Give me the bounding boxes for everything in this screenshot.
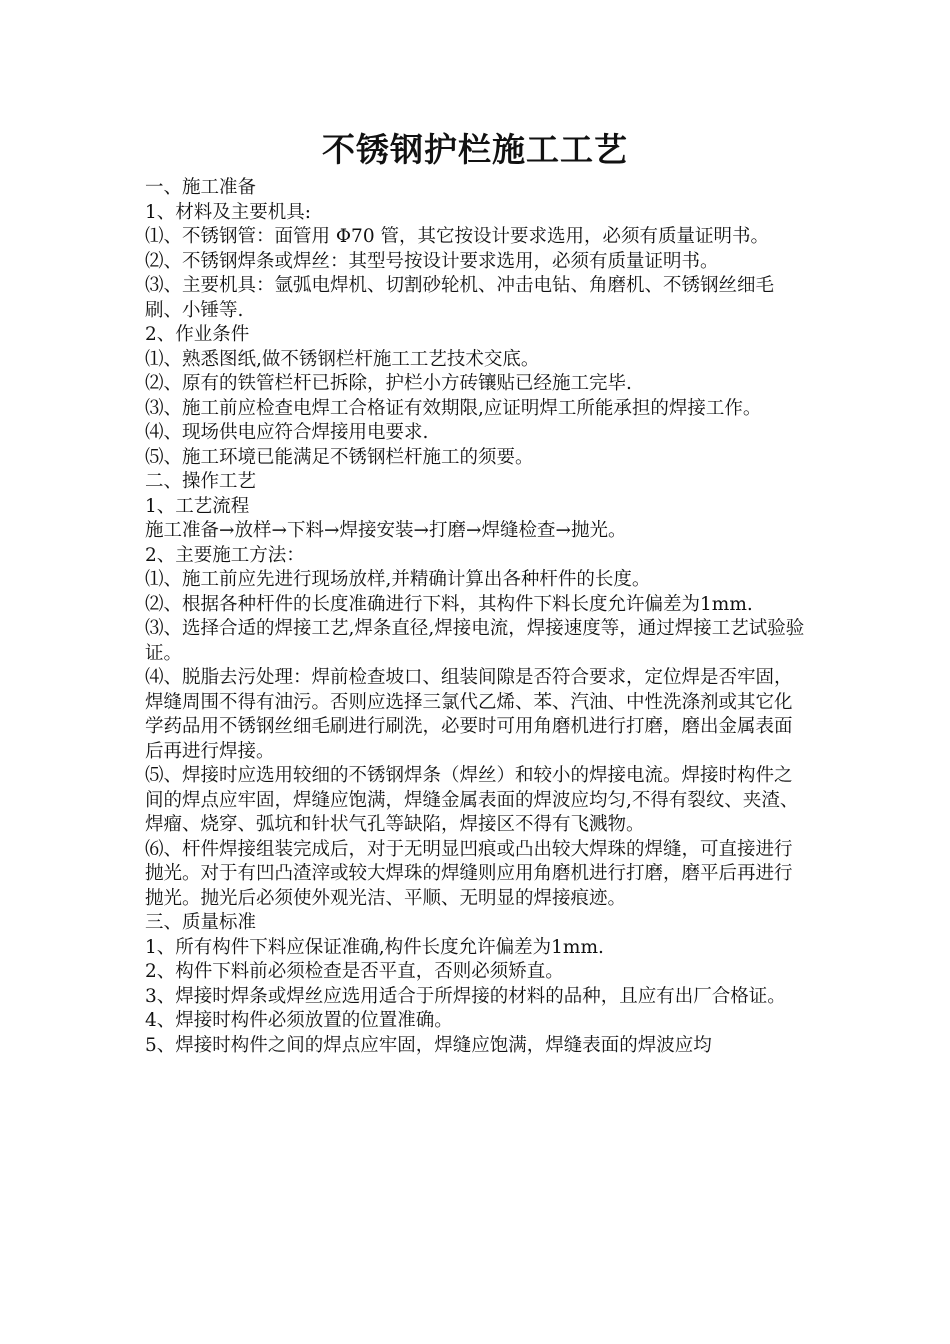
- paragraph: 5、焊接时构件之间的焊点应牢固，焊缝应饱满，焊缝表面的焊波应均: [145, 1034, 712, 1056]
- paragraph: ⑶、施工前应检查电焊工合格证有效期限,应证明焊工所能承担的焊接工作。: [145, 397, 762, 419]
- subsection-heading: 1、工艺流程: [145, 495, 250, 517]
- paragraph: ⑸、施工环境已能满足不锈钢栏杆施工的须要。: [145, 446, 534, 468]
- paragraph: ⑶、主要机具：氩弧电焊机、切割砂轮机、冲击电钻、角磨机、不锈钢丝细毛刷、小锤等.: [145, 275, 775, 321]
- section-heading: 二、操作工艺: [145, 471, 257, 492]
- paragraph: ⑵、不锈钢焊条或焊丝：其型号按设计要求选用，必须有质量证明书。: [145, 250, 719, 272]
- subsection-heading: 2、主要施工方法：: [145, 544, 305, 566]
- paragraph: 2、构件下料前必须检查是否平直，否则必须矫直。: [145, 961, 564, 982]
- document-body: [145, 176, 805, 1058]
- paragraph: ⑴、熟悉图纸,做不锈钢栏杆施工工艺技术交底。: [145, 348, 540, 370]
- process-flow: 施工准备→放样→下料→焊接安装→打磨→焊缝检查→抛光。: [145, 520, 627, 541]
- paragraph: ⑵、根据各种杆件的长度准确进行下料，其构件下料长度允许偏差为1mm.: [145, 593, 753, 615]
- paragraph: ⑶、选择合适的焊接工艺,焊条直径,焊接电流，焊接速度等，通过焊接工艺试验验证。: [145, 618, 805, 664]
- document-page: [145, 128, 805, 1058]
- paragraph: ⑷、现场供电应符合焊接用电要求.: [145, 422, 429, 443]
- paragraph: ⑴、不锈钢管：面管用 Φ70 管，其它按设计要求选用，必须有质量证明书。: [145, 226, 769, 247]
- paragraph: 1、所有构件下料应保证准确,构件长度允许偏差为1mm.: [145, 936, 604, 958]
- paragraph: ⑹、杆件焊接组装完成后，对于无明显凹痕或凸出较大焊珠的焊缝，可直接进行抛光。对于有凹凸渣滓或较大焊珠的焊缝则应用角磨机进行打磨，磨平后再进行抛光。抛光后必须使外观光洁、平顺、无明显的焊接痕迹。: [145, 838, 793, 909]
- paragraph: 4、焊接时构件必须放置的位置准确。: [145, 1010, 453, 1031]
- paragraph: ⑸、焊接时应选用较细的不锈钢焊条（焊丝）和较小的焊接电流。焊接时构件之间的焊点应牢固，焊缝应饱满，焊缝金属表面的焊波应均匀,不得有裂纹、夹渣、焊瘤、烧穿、弧坑和针状气孔等缺陷，焊接区不得有飞溅物。: [145, 765, 799, 835]
- paragraph: ⑵、原有的铁管栏杆已拆除，护栏小方砖镶贴已经施工完毕.: [145, 373, 632, 394]
- paragraph: ⑷、脱脂去污处理：焊前检查坡口、组装间隙是否符合要求，定位焊是否牢固，焊缝周围不得有油污。否则应选择三氯代乙烯、苯、汽油、中性洗涤剂或其它化学药品用不锈钢丝细毛刷进行刷洗，必要时可用角磨机进行打磨，磨出金属表面后再进行焊接。: [145, 667, 793, 762]
- subsection-heading: 2、作业条件: [145, 324, 250, 345]
- document-title: 不锈钢护栏施工工艺: [322, 130, 628, 169]
- subsection-heading: 1、材料及主要机具:: [145, 201, 312, 223]
- paragraph: ⑴、施工前应先进行现场放样,并精确计算出各种杆件的长度。: [145, 569, 651, 590]
- section-heading: 一、施工准备: [145, 177, 257, 198]
- section-heading: 三、质量标准: [145, 912, 257, 933]
- paragraph: 3、焊接时焊条或焊丝应选用适合于所焊接的材料的品种，且应有出厂合格证。: [145, 985, 786, 1007]
